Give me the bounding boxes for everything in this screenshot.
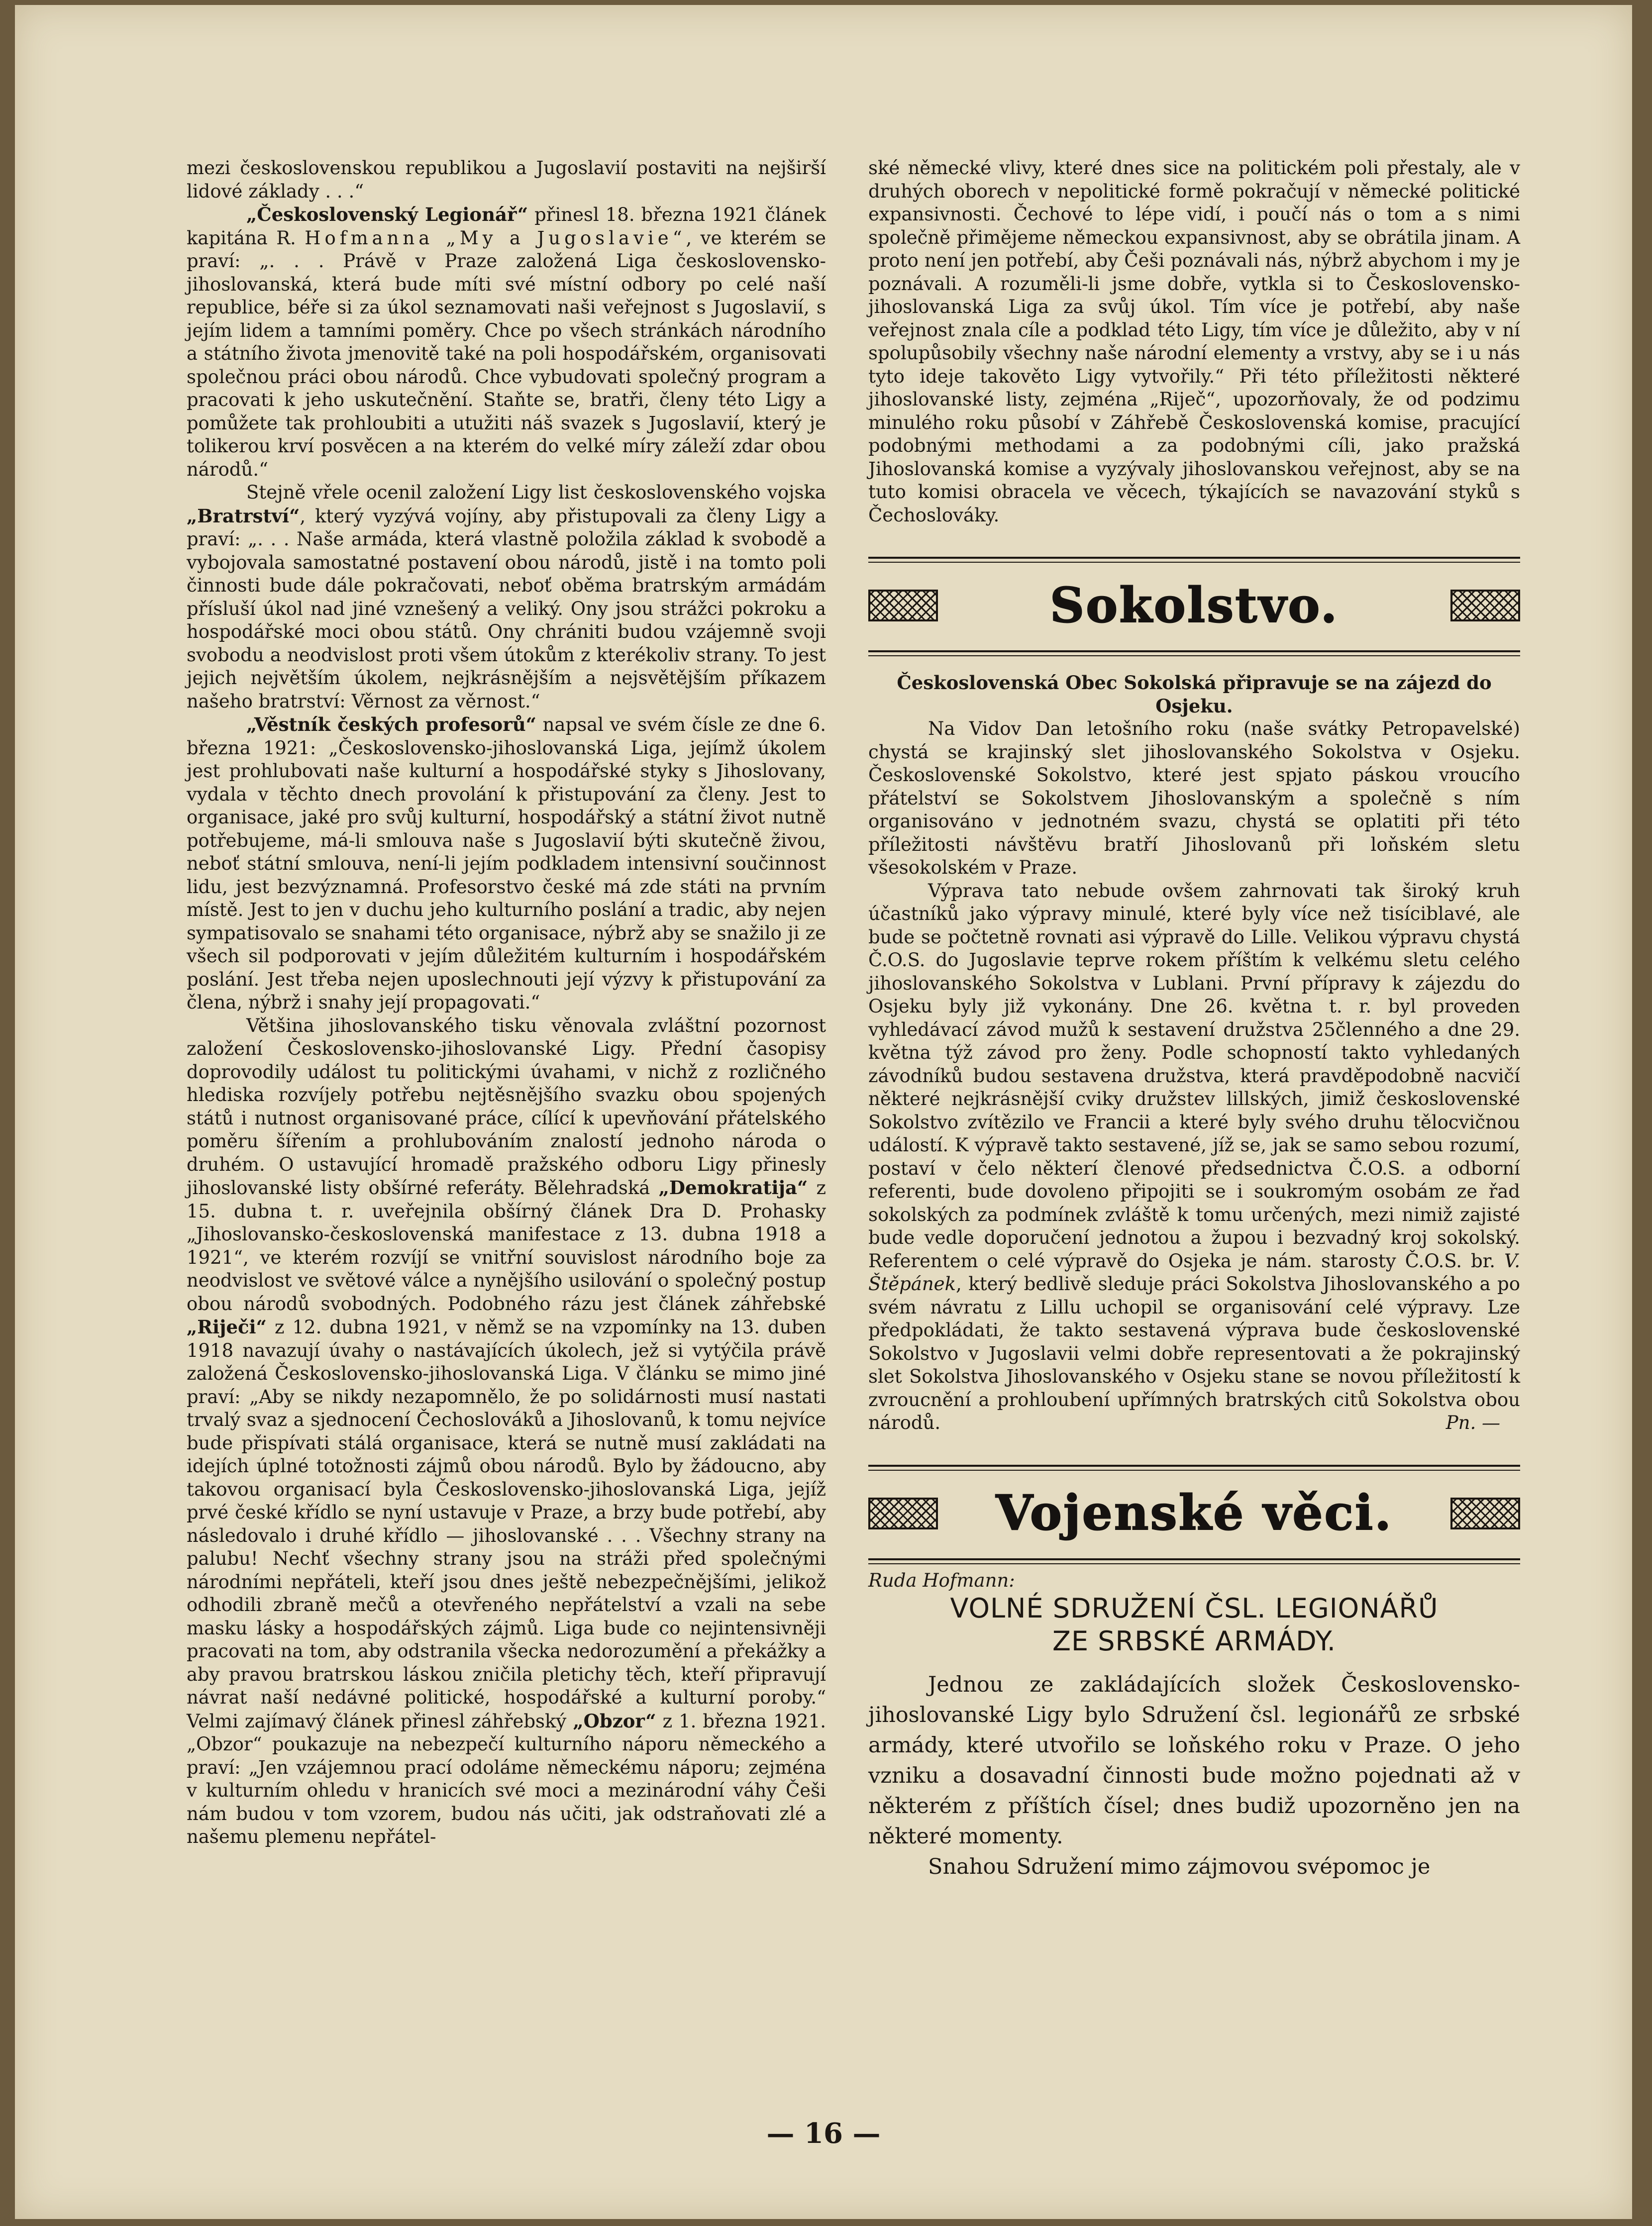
ornament-icon — [868, 590, 938, 621]
section-title: Sokolstvo. — [1049, 577, 1339, 633]
text-run: , ve kterém se praví: „. . . Právě v Praze založená Liga československo-jihoslovanská, která bude míti své místní odbory po celé naší republice, béře si za úkol seznamovati naši veřejnost s Jugoslavií, s jejím lidem a tamními poměry. Chce po všech stránkách národního a státního života jmenovitě také na poli hospodářském, organisovati společnou práci obou národů. Chce vybudovati společný program a pracovati k jeho uskutečnění. Staňte se, bratři, členy této Ligy a pomůžete tak prohloubiti a utužiti náš svazek s Jugoslavií, který je tolikerou krví posvěcen a na kterém do velké míry záleží zdar obou národů.“ — [187, 227, 826, 480]
text-run: Většina jihoslovanského tisku věnovala zvláštní pozornost založení Československo-jihoslovanské Ligy. Přední časopisy doprovodily událost tu politickými úvahami, v nichž z rozličného hlediska rozvíjely potřebu nejtěsnějšího svazku obou spojených států i nutnost organisované práce, cílící k upevňování přátelského poměru šířením a prohlubováním znalostí jednoho národa o druhém. O ustavující hromadě pražského odboru Ligy přinesly jihoslovanské listy obšírné referáty. Bělehradská — [187, 1014, 826, 1199]
section-divider — [868, 1558, 1520, 1564]
paragraph — [187, 203, 826, 481]
right-column — [868, 157, 1520, 1882]
text-run: napsal ve svém čísle ze dne 6. března 1921: „Československo-jihoslovanská Liga, jejímž úkolem jest prohlubovati naše kulturní a hospodářské styky s Jihoslovany, vydala v těchto dnech provolání k přistupování za členy. Jest to organisace, jaké pro svůj kulturní, hospodářský a státní život nutně potřebujeme, má-li smlouva naše s Jugoslavií býti skutečně živou, neboť státní smlouva, není-li jejím podkladem intensivní součinnost lidu, jest bezvýznamná. Profesorstvo české má zde státi na prvním místě. Jest to jen v duchu jeho kulturního poslání a tradic, aby nejen sympatisovalo se snahami této organisace, nýbrž aby se snažilo ji ze všech sil podporovati v jejím důležitém kulturním i hospodářském poslání. Jest třeba nejen uposlechnouti její výzvy k přistupování za člena, nýbrž i snahy její propagovati.“ — [187, 714, 826, 1013]
paragraph — [868, 880, 1520, 1435]
text-run: z 15. dubna t. r. uveřejnila obšírný článek Dra D. Prohasky „Jihoslovansko-československá manifestace z 13. dubna 1918 a 1921“, ve kterém rozvíjí se vnitřní souvislost národního boje za neodvislost ve světové válce a nynějšího usilování o společný postup obou národů svobodných. Podobného rázu jest článek záhřebské — [187, 1177, 826, 1315]
paragraph: Jednou ze zakládajících složek Československo-jihoslovanské Ligy bylo Sdružení čsl. legionářů ze srbské armády, které utvořilo se loňského roku v Praze. O jeho vzniku a dosavadní činnosti bude možno pojednati až v některém z příštích čísel; dnes budiž upozorněno jen na některé momenty. — [868, 1672, 1520, 1849]
headline-line: ZE SRBSKÉ ARMÁDY. — [1052, 1625, 1336, 1657]
text-run: , který bedlivě sleduje práci Sokolstva Jihoslovanského a po svém návratu z Lillu uchopil se organisování celé výpravy. Lze předpokládati, že takto sestavená výprava bude československé Sokolstvo v Jugoslavii velmi dobře representovati a že pokrajinský slet Sokolstva Jihoslovanského v Osjeku stane se novou příležitostí k zvroucnění a prohloubení upřímných bratrských citů Sokolstva obou národů. — [868, 1273, 1520, 1433]
ornament-icon — [868, 1498, 938, 1529]
article-subheading: Československá Obec Sokolská připravuje se na zájezd do Osjeku. — [897, 672, 1492, 717]
publication-name: „Obzor“ — [573, 1710, 656, 1732]
section-divider — [868, 650, 1520, 656]
headline-line: VOLNÉ SDRUŽENÍ ČSL. LEGIONÁŘŮ — [950, 1593, 1439, 1624]
paragraph: ské německé vlivy, které dnes sice na politickém poli přestaly, ale v druhých oborech v nepolitické formě pokračují v německé politické expansivnosti. Čechové to lépe vidí, i poučí nás o tom a s nimi společně přimějeme německou expansivnost, aby se obrátila jinam. A proto není jen potřebí, aby Češi poznávali nás, nýbrž abychom i my je poznávali. A rozuměli-li jsme dobře, vytkla si to Československo-jihoslovanská Liga za svůj úkol. Tím více je potřebí, aby naše veřejnost znala cíle a podklad této Ligy, tím více je důležito, aby v ní spolupůsobily všechny naše národní elementy a vrstvy, aby se i u nás tyto ideje takověto Ligy vytvořily.“ Při této příležitosti některé jihoslovanské listy, zejména „Riječ“, upozorňovaly, že od podzimu minulého roku působí v Záhřebě Československá komise, pracující podobnými methodami a za podobnými cíli, jako pražská Jihoslovanská komise a vyzývaly jihoslovanskou veřejnost, aby se na tuto komisi obracela ve věcech, týkajících se navazování styků s Čechoslováky. — [868, 157, 1520, 526]
ornament-icon — [1450, 1498, 1520, 1529]
newspaper-page — [15, 5, 1632, 2219]
paragraph — [187, 1014, 826, 1849]
publication-name: „Riječi“ — [187, 1316, 267, 1338]
publication-name: „Demokratija“ — [658, 1177, 808, 1199]
text-run: Stejně vřele ocenil založení Ligy list československého vojska — [246, 482, 826, 503]
text-run: z 1. března 1921. „Obzor“ poukazuje na nebezpečí kulturního náporu německého a praví: „Jen vzájemnou prací odoláme německému náporu; zejména v kulturním ohledu v hranicích své moci a mezinárodní váhy Češi nám budou v tom vzorem, budou nás učiti, jak odstraňovati zlé a našemu plemenu nepřátel- — [187, 1710, 826, 1847]
section-divider — [868, 1465, 1520, 1471]
text-run: , který vyzývá vojíny, aby přistupovali za členy Ligy a praví: „. . . Naše armáda, která vlastně položila základ k svobodě a vybojovala samostatné postavení obou národů, jistě i na tomto poli činnosti bude dále pokračovati, neboť oběma bratrským armádám přísluší úkol nad jiné vznešený a veliký. Ony jsou strážci pokroku a hospodářské moci obou států. Ony chrániti budou vzájemně svoji svobodu a neodvislost proti všem útokům z kterékoliv strany. To jest jejich největším úkolem, nejkrásnějším a nejsvětějším příkazem našeho bratrství: Věrnost za věrnost.“ — [187, 505, 826, 712]
left-column — [187, 157, 826, 1849]
section-heading-vojenske-veci — [868, 1484, 1520, 1543]
signature: Pn. — — [1446, 1412, 1500, 1433]
page-number: — 16 — — [766, 2117, 881, 2150]
text-run: přinesl 18. března 1921 článek kapitána R. — [187, 204, 826, 249]
publication-name: „Bratrství“ — [187, 505, 300, 527]
section-title: Vojenské věci. — [996, 1485, 1393, 1541]
paragraph: Na Vidov Dan letošního roku (naše svátky Petropavelské) chystá se krajinský slet jihoslovanského Sokolstva v Osjeku. Československé Sokolstvo, které jest spjato páskou vroucího přátelství se Sokolstvem Jihoslovanským a společně s ním organisováno v jednotném svazu, chystá se oplatiti při této příležitosti návštěvu bratří Jihoslovanů při loňském sletu všesokolském v Praze. — [868, 718, 1520, 878]
publication-name: „Věstník českých profesorů“ — [246, 713, 536, 735]
article-author: Ruda Hofmann: — [868, 1569, 1015, 1591]
paragraph: Snahou Sdružení mimo zájmovou svépomoc je — [928, 1854, 1431, 1879]
paragraph — [187, 713, 826, 1014]
text-run: Výprava tato nebude ovšem zahrnovati tak široký kruh účastníků jako výpravy minulé, které byly více než tisíciblavé, ale bude se počtetně rovnati asi výpravě do Lille. Velikou výpravu chystá Č.O.S. do Jugoslavie teprve rokem příštím k velkému sletu celého jihoslovanského Sokolstva v Lublani. První přípravy k zájezdu do Osjeku byly již vykonány. Dne 26. května t. r. byl proveden vyhledávací závod mužů k sestavení družstva 25členného a dne 29. května týž závod pro ženy. Podle schopností takto vyhledaných závodníků budou sestavena družstva, která pravděpodobně nacvičí některé nejkrásnější cviky družstev lillských, jimiž československé Sokolstvo zvítězilo ve Francii a které byly svého druhu tělocvičnou událostí. K výpravě takto sestavené, jíž se, jak se samo sebou rozumí, postaví v čelo některí členové předsednictva Č.O.S. a odborní referenti, bude dovoleno připojiti se i soukromým osobám ze řad sokolských za podmínek zvláště k tomu určených, mezi nimiž zajisté bude vedle doporučení jednotou a župou i bezvadný kroj sokolský. Referentem o celé výpravě do Osjeka je nám. starosty Č.O.S. br. — [868, 880, 1520, 1272]
article-headline — [868, 1592, 1520, 1658]
ornament-icon — [1450, 590, 1520, 621]
paragraph: mezi československou republikou a Jugoslavií postaviti na nejširší lidové základy . . .“ — [187, 157, 826, 202]
publication-name: „Československý Legionář“ — [246, 203, 528, 225]
paragraph — [187, 481, 826, 713]
text-run: z 12. dubna 1921, v němž se na vzpomínky na 13. duben 1918 navazují úvahy o nastávajících úkolech, jež si vytýčila právě založená Československo-jihoslovanská Liga. V článku se mimo jiné praví: „Aby se nikdy nezapomnělo, že po solidárnosti musí nastati trvalý svaz a sjednocení Čechoslováků a Jihoslovanů, k tomu nejvíce bude přispívati stálá organisace, která se nutně musí zakládati na idejích úplné totožnosti zájmů obou národů. Bylo by žádoucno, aby takovou organisací byla Československo-jihoslovanská Liga, jejíž prvé české křídlo se nyní ustavuje v Praze, a brzy bude potřebí, aby následovalo i druhé křídlo — jihoslovanské . . . Všechny strany na palubu! Nechť všechny strany jsou na stráži před společnými národními nepřáteli, kteří jsou dnes ještě nebezpečnějšími, jelikož odhodili zbraně mečů a otevřeného nepřátelství a vzali na sebe masku lásky a hospodářských zájmů. Liga bude co nejintensivněji pracovati na tom, aby odstranila všecka nedorozumění a překážky a aby pravou bratrskou láskou zničila pletichy těch, kteří připravují návrat naší nedávné politické, hospodářské a kulturní poroby.“ Velmi zajímavý článek přinesl záhřebský — [187, 1316, 826, 1732]
person-name: V. Štěpánek — [868, 1250, 1520, 1295]
section-divider — [868, 557, 1520, 563]
spaced-text: Hofmanna „My a Jugoslavie“ — [305, 227, 686, 249]
section-heading-sokolstvo — [868, 576, 1520, 635]
